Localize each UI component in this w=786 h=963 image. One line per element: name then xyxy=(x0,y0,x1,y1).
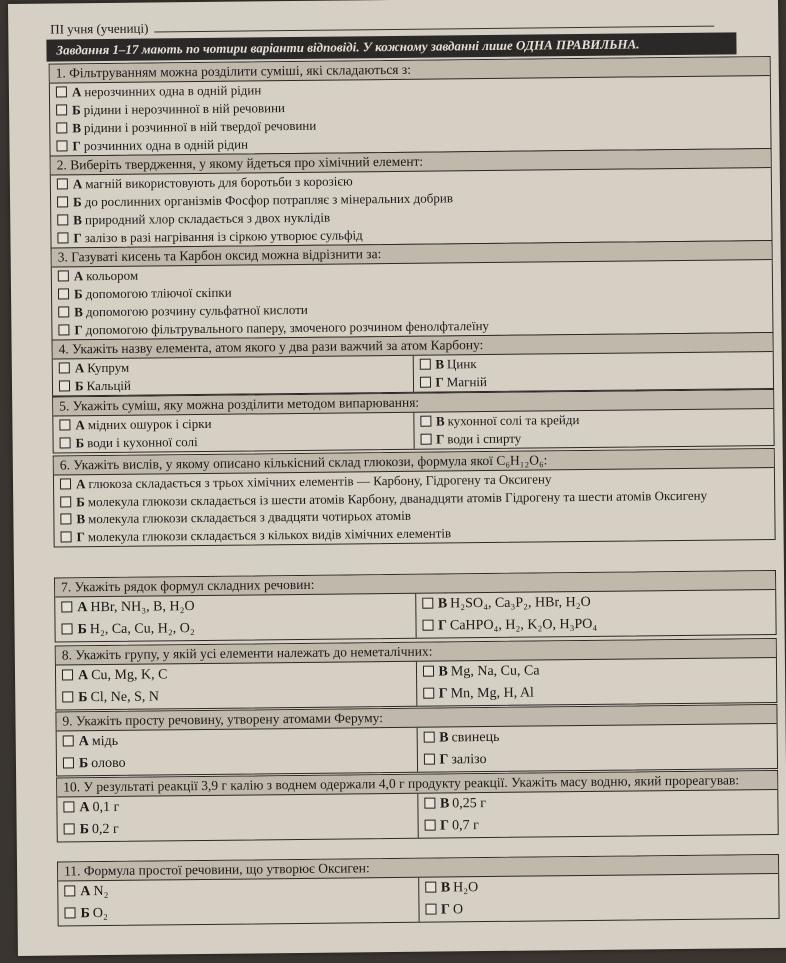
checkbox[interactable] xyxy=(60,478,71,489)
question-title: 5. Укажіть суміш, яку можна розділити методом випарювання: xyxy=(53,390,773,417)
question-7 xyxy=(54,570,777,643)
checkbox[interactable] xyxy=(63,735,74,746)
option-b[interactable]: Б 0,2 г xyxy=(58,816,418,842)
option-a[interactable]: А глюкоза складається з трьох хімічних елементів — Карбону, Гідрогену та Оксигену xyxy=(54,468,774,494)
question-title: 4. Укажіть назву елемента, атом якого у два рази важчий за атом Карбону: xyxy=(53,333,773,360)
checkbox[interactable] xyxy=(420,434,431,445)
option-b[interactable]: Б до рослинних організмів Фосфор потрапляє з мінеральних добрив xyxy=(51,186,771,212)
checkbox[interactable] xyxy=(64,885,75,896)
option-b[interactable]: Б води і кухонної солі xyxy=(54,431,414,453)
options-right xyxy=(415,590,776,638)
option-b[interactable]: Б H₂, Ca, Cu, H₂, O₂ xyxy=(55,616,415,642)
options-left xyxy=(57,794,417,842)
option-d[interactable]: Г залізо в разі нагрівання із сіркою утворює сульфід xyxy=(51,222,771,248)
checkbox[interactable] xyxy=(57,232,68,243)
option-c[interactable]: В кухонної солі та крейди xyxy=(414,409,774,431)
option-b[interactable]: Б допомогою тліючої скіпки xyxy=(52,278,772,304)
question-2 xyxy=(50,148,773,249)
option-d[interactable]: Г Магній xyxy=(413,370,773,392)
option-d[interactable]: Г Mn, Mg, H, Al xyxy=(417,680,777,706)
checkbox[interactable] xyxy=(419,377,430,388)
option-c[interactable]: В H₂O xyxy=(419,874,779,900)
option-c[interactable]: В H₂SO₄, Ca₃P₂, HBr, H₂O xyxy=(416,590,776,616)
option-c[interactable]: В Цинк xyxy=(413,352,773,374)
question-11 xyxy=(57,854,780,927)
checkbox[interactable] xyxy=(63,757,74,768)
options-left xyxy=(53,356,413,396)
checkbox[interactable] xyxy=(58,270,69,281)
options-left xyxy=(55,594,415,642)
option-c[interactable]: В рідини і розчинної в ній твердої речовини xyxy=(50,112,770,138)
checkbox[interactable] xyxy=(60,437,71,448)
option-d[interactable]: Г CaHPO₄, H₂, K₂O, H₃PO₄ xyxy=(416,612,776,638)
checkbox[interactable] xyxy=(61,623,72,634)
option-d[interactable]: Г допомогою фільтрувального паперу, змоченого розчином фенолфталеїну xyxy=(52,314,772,340)
checkbox[interactable] xyxy=(62,691,73,702)
option-a[interactable]: А N₂ xyxy=(58,878,418,904)
checkbox[interactable] xyxy=(61,601,72,612)
checkbox[interactable] xyxy=(58,288,69,299)
option-b[interactable]: Б олово xyxy=(57,750,417,776)
checkbox[interactable] xyxy=(425,904,436,915)
options-left xyxy=(53,413,413,453)
question-title: 11. Формула простої речовини, що утворює Оксиген: xyxy=(58,855,778,882)
options-right xyxy=(417,790,778,838)
question-title: 6. Укажіть вислів, у якому описано кількісний склад глюкози, формула якої C₆H₁₂O₆: xyxy=(54,449,774,476)
option-c[interactable]: В Mg, Na, Cu, Ca xyxy=(416,658,776,684)
option-a[interactable]: А 0,1 г xyxy=(57,794,417,820)
checkbox[interactable] xyxy=(56,86,67,97)
checkbox[interactable] xyxy=(62,669,73,680)
test-sheet xyxy=(8,0,786,956)
question-4 xyxy=(52,332,775,397)
option-d[interactable]: Г розчинних одна в одній рідин xyxy=(50,130,770,156)
checkbox[interactable] xyxy=(59,419,70,430)
option-a[interactable]: А Cu, Mg, K, C xyxy=(56,662,416,688)
option-a[interactable]: А нерозчинних одна в одній рідин xyxy=(50,76,770,102)
checkbox[interactable] xyxy=(424,798,435,809)
option-c[interactable]: В свинець xyxy=(417,724,777,750)
name-underline xyxy=(154,26,714,33)
checkbox[interactable] xyxy=(57,178,68,189)
checkbox[interactable] xyxy=(61,531,72,542)
checkbox[interactable] xyxy=(56,122,67,133)
options-right xyxy=(418,874,779,922)
checkbox[interactable] xyxy=(420,416,431,427)
student-name-label: ПІ учня (учениці) xyxy=(50,20,149,37)
options-right xyxy=(416,724,777,772)
options-right xyxy=(413,409,774,449)
option-a[interactable]: А мідних ошурок і сірки xyxy=(53,413,413,435)
option-a[interactable]: А магній використовують для боротьби з корозією xyxy=(51,168,771,194)
option-c[interactable]: В 0,25 г xyxy=(418,790,778,816)
option-d[interactable]: Г води і спирту xyxy=(414,427,774,449)
options-left xyxy=(56,662,416,710)
question-title: 2. Виберіть твердження, у якому йдеться про хімічний елемент: xyxy=(51,149,771,176)
option-a[interactable]: А мідь xyxy=(57,728,417,754)
option-b[interactable]: Б рідини і нерозчинної в ній речовини xyxy=(50,94,770,120)
question-title: 1. Фільтруванням можна розділити суміші, які складаються з: xyxy=(50,57,770,84)
checkbox[interactable] xyxy=(422,598,433,609)
question-6 xyxy=(53,448,776,548)
question-9 xyxy=(55,704,778,777)
checkbox[interactable] xyxy=(423,732,434,743)
options-left xyxy=(58,878,418,926)
option-d[interactable]: Г залізо xyxy=(417,746,777,772)
checkbox[interactable] xyxy=(423,688,434,699)
option-d[interactable]: Г O xyxy=(419,896,779,922)
option-b[interactable]: Б Кальцій xyxy=(53,374,413,396)
checkbox[interactable] xyxy=(63,801,74,812)
checkbox[interactable] xyxy=(60,496,71,507)
checkbox[interactable] xyxy=(59,380,70,391)
option-c[interactable]: В допомогою розчину сульфатної кислоти xyxy=(52,296,772,322)
option-c[interactable]: В природний хлор складається з двох нуклідів xyxy=(51,204,771,230)
checkbox[interactable] xyxy=(57,214,68,225)
checkbox[interactable] xyxy=(425,882,436,893)
checkbox[interactable] xyxy=(424,820,435,831)
option-a[interactable]: А кольором xyxy=(52,260,772,286)
checkbox[interactable] xyxy=(56,104,67,115)
checkbox[interactable] xyxy=(422,666,433,677)
option-b[interactable]: Б O₂ xyxy=(58,900,418,926)
question-5 xyxy=(52,389,775,454)
instructions-banner: Завдання 1–17 мають по чотири варіанти відповіді. У кожному завданні лише ОДНА ПРАВИЛЬНА. xyxy=(46,32,736,61)
options-left xyxy=(57,728,417,776)
option-b[interactable]: Б молекула глюкози складається із шести атомів Карбону, дванадцяти атомів Гідрогену та шести атомів Оксигену xyxy=(54,486,774,511)
checkbox[interactable] xyxy=(60,513,71,524)
option-a[interactable]: А Купрум xyxy=(53,356,413,378)
question-title: 9. Укажіть просту речовину, утворену атомами Феруму: xyxy=(56,705,776,732)
checkbox[interactable] xyxy=(58,306,69,317)
options-right xyxy=(412,352,773,392)
checkbox[interactable] xyxy=(57,196,68,207)
option-a[interactable]: А HBr, NH₃, B, H₂O xyxy=(55,594,415,620)
checkbox[interactable] xyxy=(58,324,69,335)
option-b[interactable]: Б Cl, Ne, S, N xyxy=(56,684,416,710)
checkbox[interactable] xyxy=(56,140,67,151)
question-title: 8. Укажіть групу, у якій усі елементи належать до неметалічних: xyxy=(56,639,776,666)
option-c[interactable]: В молекула глюкози складається з двадцяти чотирьох атомів xyxy=(54,503,774,529)
question-title: 10. У результаті реакції 3,9 г калію з воднем одержали 4,0 г продукту реакції. Укажіть масу водню, який прореагував: xyxy=(57,771,777,798)
question-8 xyxy=(55,638,778,711)
checkbox[interactable] xyxy=(64,823,75,834)
checkbox[interactable] xyxy=(64,907,75,918)
checkbox[interactable] xyxy=(423,754,434,765)
option-d[interactable]: Г 0,7 г xyxy=(418,812,778,838)
question-title: 7. Укажіть рядок формул складних речовин: xyxy=(55,571,775,598)
question-1 xyxy=(49,56,772,157)
question-title: 3. Газуваті кисень та Карбон оксид можна відрізнити за: xyxy=(52,241,772,268)
options-right xyxy=(415,658,776,706)
checkbox[interactable] xyxy=(419,359,430,370)
option-d[interactable]: Г молекула глюкози складається з кількох видів хімічних елементів xyxy=(54,521,774,547)
checkbox[interactable] xyxy=(422,620,433,631)
checkbox[interactable] xyxy=(59,362,70,373)
question-3 xyxy=(51,240,774,341)
question-10 xyxy=(56,770,779,843)
